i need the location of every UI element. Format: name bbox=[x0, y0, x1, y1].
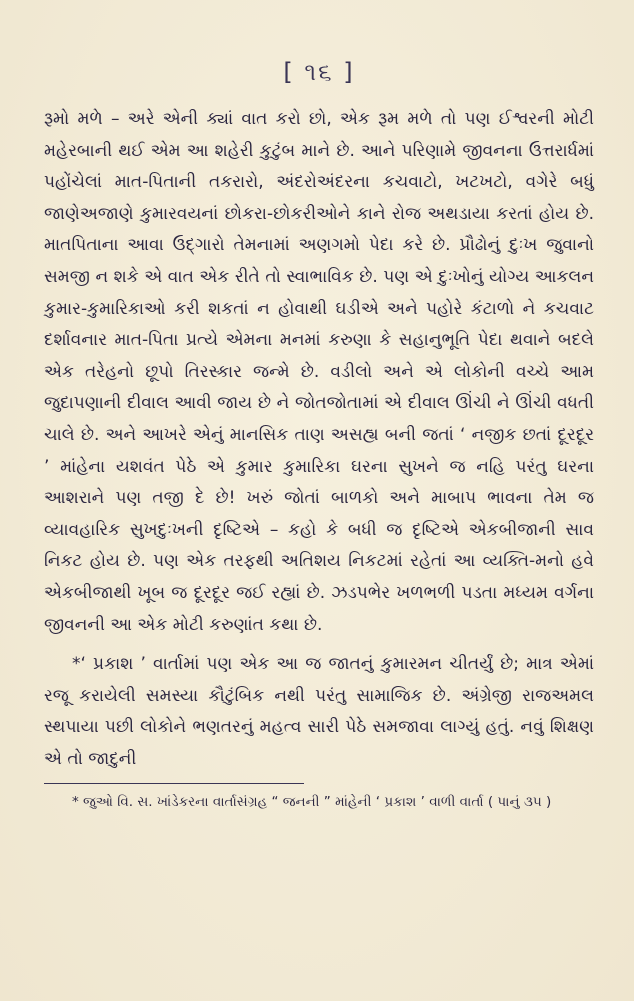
paragraph-2: *‘ પ્રકાશ ’ વાર્તામાં પણ એક આ જ જાતનું કુમારમન ચીતર્યું છે; માત્ર એમાં રજૂ કરાયેલી સમસ્યા કૌટુંબિક નથી પરંતુ સામાજિક છે. અંગ્રેજી રાજઅમલ સ્થપાયા પછી લોકોને ભણતરનું મહત્વ સારી પેઠે સમજાવા લાગ્યું હતું. નવું શિક્ષણ એ તો જાદુની bbox=[44, 654, 594, 769]
footnote-divider bbox=[44, 783, 304, 784]
page-number: [ ૧૬ ] bbox=[283, 58, 355, 86]
paragraph-1: રૂમો મળે – અરે એની ક્યાં વાત કરો છો, એક રૂમ મળે તો પણ ઈશ્વરની મોટી મહેરબાની થઈ એમ આ શહેરી કુટુંબ માને છે. આને પરિણામે જીવનના ઉત્તરાર્ધમાં પહોંચેલાં માત-પિતાની તકરારો, અંદરોઅંદરના કચવાટો, ખટખટો, વગેરે બધું જાણેઅજાણે કુમારવયનાં છોકરા-છોકરીઓને કાને રોજ અથડાયા કરતાં હોય છે. માતપિતાના આવા ઉદ્ગારો તેમનામાં અણગમો પેદા કરે છે. પ્રૌઢોનું દુઃખ જુવાનો સમજી ન શકે એ વાત એક રીતે તો સ્વાભાવિક છે. પણ એ દુઃખોનું યોગ્ય આકલન કુમાર-કુમારિકાઓ કરી શકતાં ન હોવાથી ઘડીએ અને પહોરે કંટાળો ને કચવાટ દર્શાવનાર માત-પિતા પ્રત્યે એમના મનમાં કરુણા કે સહાનુભૂતિ પેદા થવાને બદલે એક તરેહનો છૂપો તિરસ્કાર જન્મે છે. વડીલો અને એ લોકોની વચ્ચે આમ જુદાપણાની દીવાલ આવી જાય છે ને જોતજોતામાં એ દીવાલ ઊંચી ને ઊંચી વધતી ચાલે છે. અને આખરે એનું માનસિક તાણ અસહ્ય બની જતાં ‘ નજીક છતાં દૂરદૂર ’ માંહેના યશવંત પેઠે એ કુમાર કુમારિકા ઘરના સુખને જ નહિ પરંતુ ઘરના આશરાને પણ તજી દે છે! ખરું જોતાં બાળકો અને માબાપ ભાવના તેમ જ વ્યાવહારિક સુખદુઃખની દૃષ્ટિએ – કહો કે બધી જ દૃષ્ટિએ એકબીજાની સાવ નિકટ હોય છે. પણ એક તરફથી અતિશય નિકટમાં રહેતાં આ વ્યક્તિ-મનો હવે એકબીજાથી ખૂબ જ દૂરદૂર જઈ રહ્યાં છે. ઝડપભેર ખળભળી પડતા મધ્યમ વર્ગના જીવનની આ એક મોટી કરુણાંત કથા છે. bbox=[44, 109, 594, 635]
footnote: * જુઓ વિ. સ. ખાંડેકરના વાર્તાસંગ્રહ “ જનની ” માંહેની ‘ પ્રકાશ ’ વાળી વાર્તા ( પાનું ૩૫ ) bbox=[72, 794, 552, 811]
